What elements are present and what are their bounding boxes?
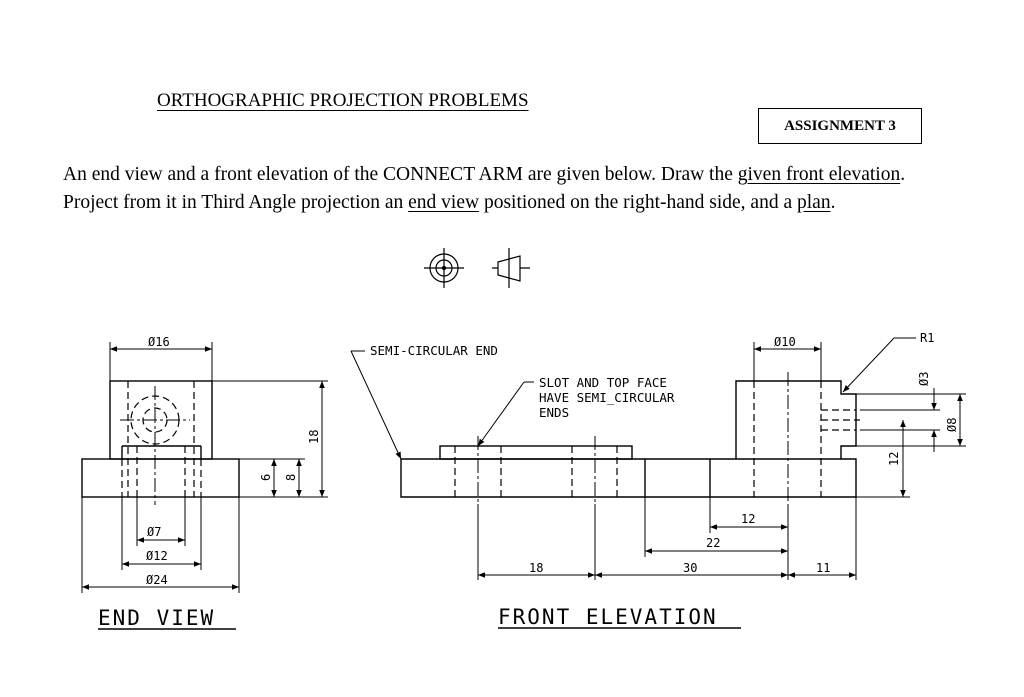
- note-slot-line-3: ENDS: [539, 405, 570, 420]
- dim-front-h12: 12: [887, 451, 901, 466]
- assignment-badge: ASSIGNMENT 3: [758, 108, 922, 144]
- instructions-underline-front-elevation: given front elevation: [737, 164, 901, 185]
- dim-front-d3: Ø3: [917, 371, 931, 386]
- instructions-text-4: .: [830, 192, 836, 213]
- instructions-underline-plan: plan: [797, 192, 831, 213]
- instructions-underline-end-view: end view: [408, 192, 480, 213]
- end-view-outline: [82, 381, 239, 497]
- front-elevation-dimension-text: [529, 331, 959, 575]
- dim-front-l18: 18: [529, 561, 544, 575]
- dim-end-h18: 18: [307, 429, 321, 444]
- page-title: ORTHOGRAPHIC PROJECTION PROBLEMS: [157, 90, 529, 111]
- note-semi-circular-end: SEMI-CIRCULAR END: [370, 343, 498, 358]
- dim-end-d16: Ø16: [148, 335, 170, 349]
- third-angle-projection-icon: [424, 248, 530, 288]
- dim-end-d7: Ø7: [147, 525, 162, 539]
- end-view-hidden-lines: [122, 381, 201, 497]
- dim-end-h8: 8: [284, 473, 298, 481]
- dim-front-d10: Ø10: [774, 335, 796, 349]
- dim-front-l30: 30: [683, 561, 698, 575]
- dim-front-r1: R1: [920, 331, 935, 345]
- dim-end-h6: 6: [259, 473, 273, 481]
- dim-front-l12: 12: [741, 512, 756, 526]
- end-view-label: END VIEW: [98, 606, 216, 630]
- dim-end-d12: Ø12: [146, 549, 168, 563]
- dim-front-d8: Ø8: [945, 417, 959, 432]
- end-view-dimension-text: [146, 335, 321, 587]
- dim-end-d24: Ø24: [146, 573, 168, 587]
- note-slot-line-2: HAVE SEMI_CIRCULAR: [539, 390, 675, 405]
- end-view-dimension-lines: [82, 342, 328, 593]
- dim-front-l11: 11: [816, 561, 831, 575]
- instructions-text-1: An end view and a front elevation of the CONNECT ARM are given below. Draw the: [63, 164, 738, 185]
- front-elevation-label: FRONT ELEVATION: [498, 605, 718, 629]
- instructions-text-2: . Project from it in Third Angle projection an: [63, 164, 906, 213]
- instructions-text-3: positioned on the right-hand side, and a: [479, 192, 797, 213]
- front-elevation-notes: [370, 343, 675, 420]
- dim-front-l22: 22: [706, 536, 721, 550]
- note-slot-line-1: SLOT AND TOP FACE: [539, 375, 667, 390]
